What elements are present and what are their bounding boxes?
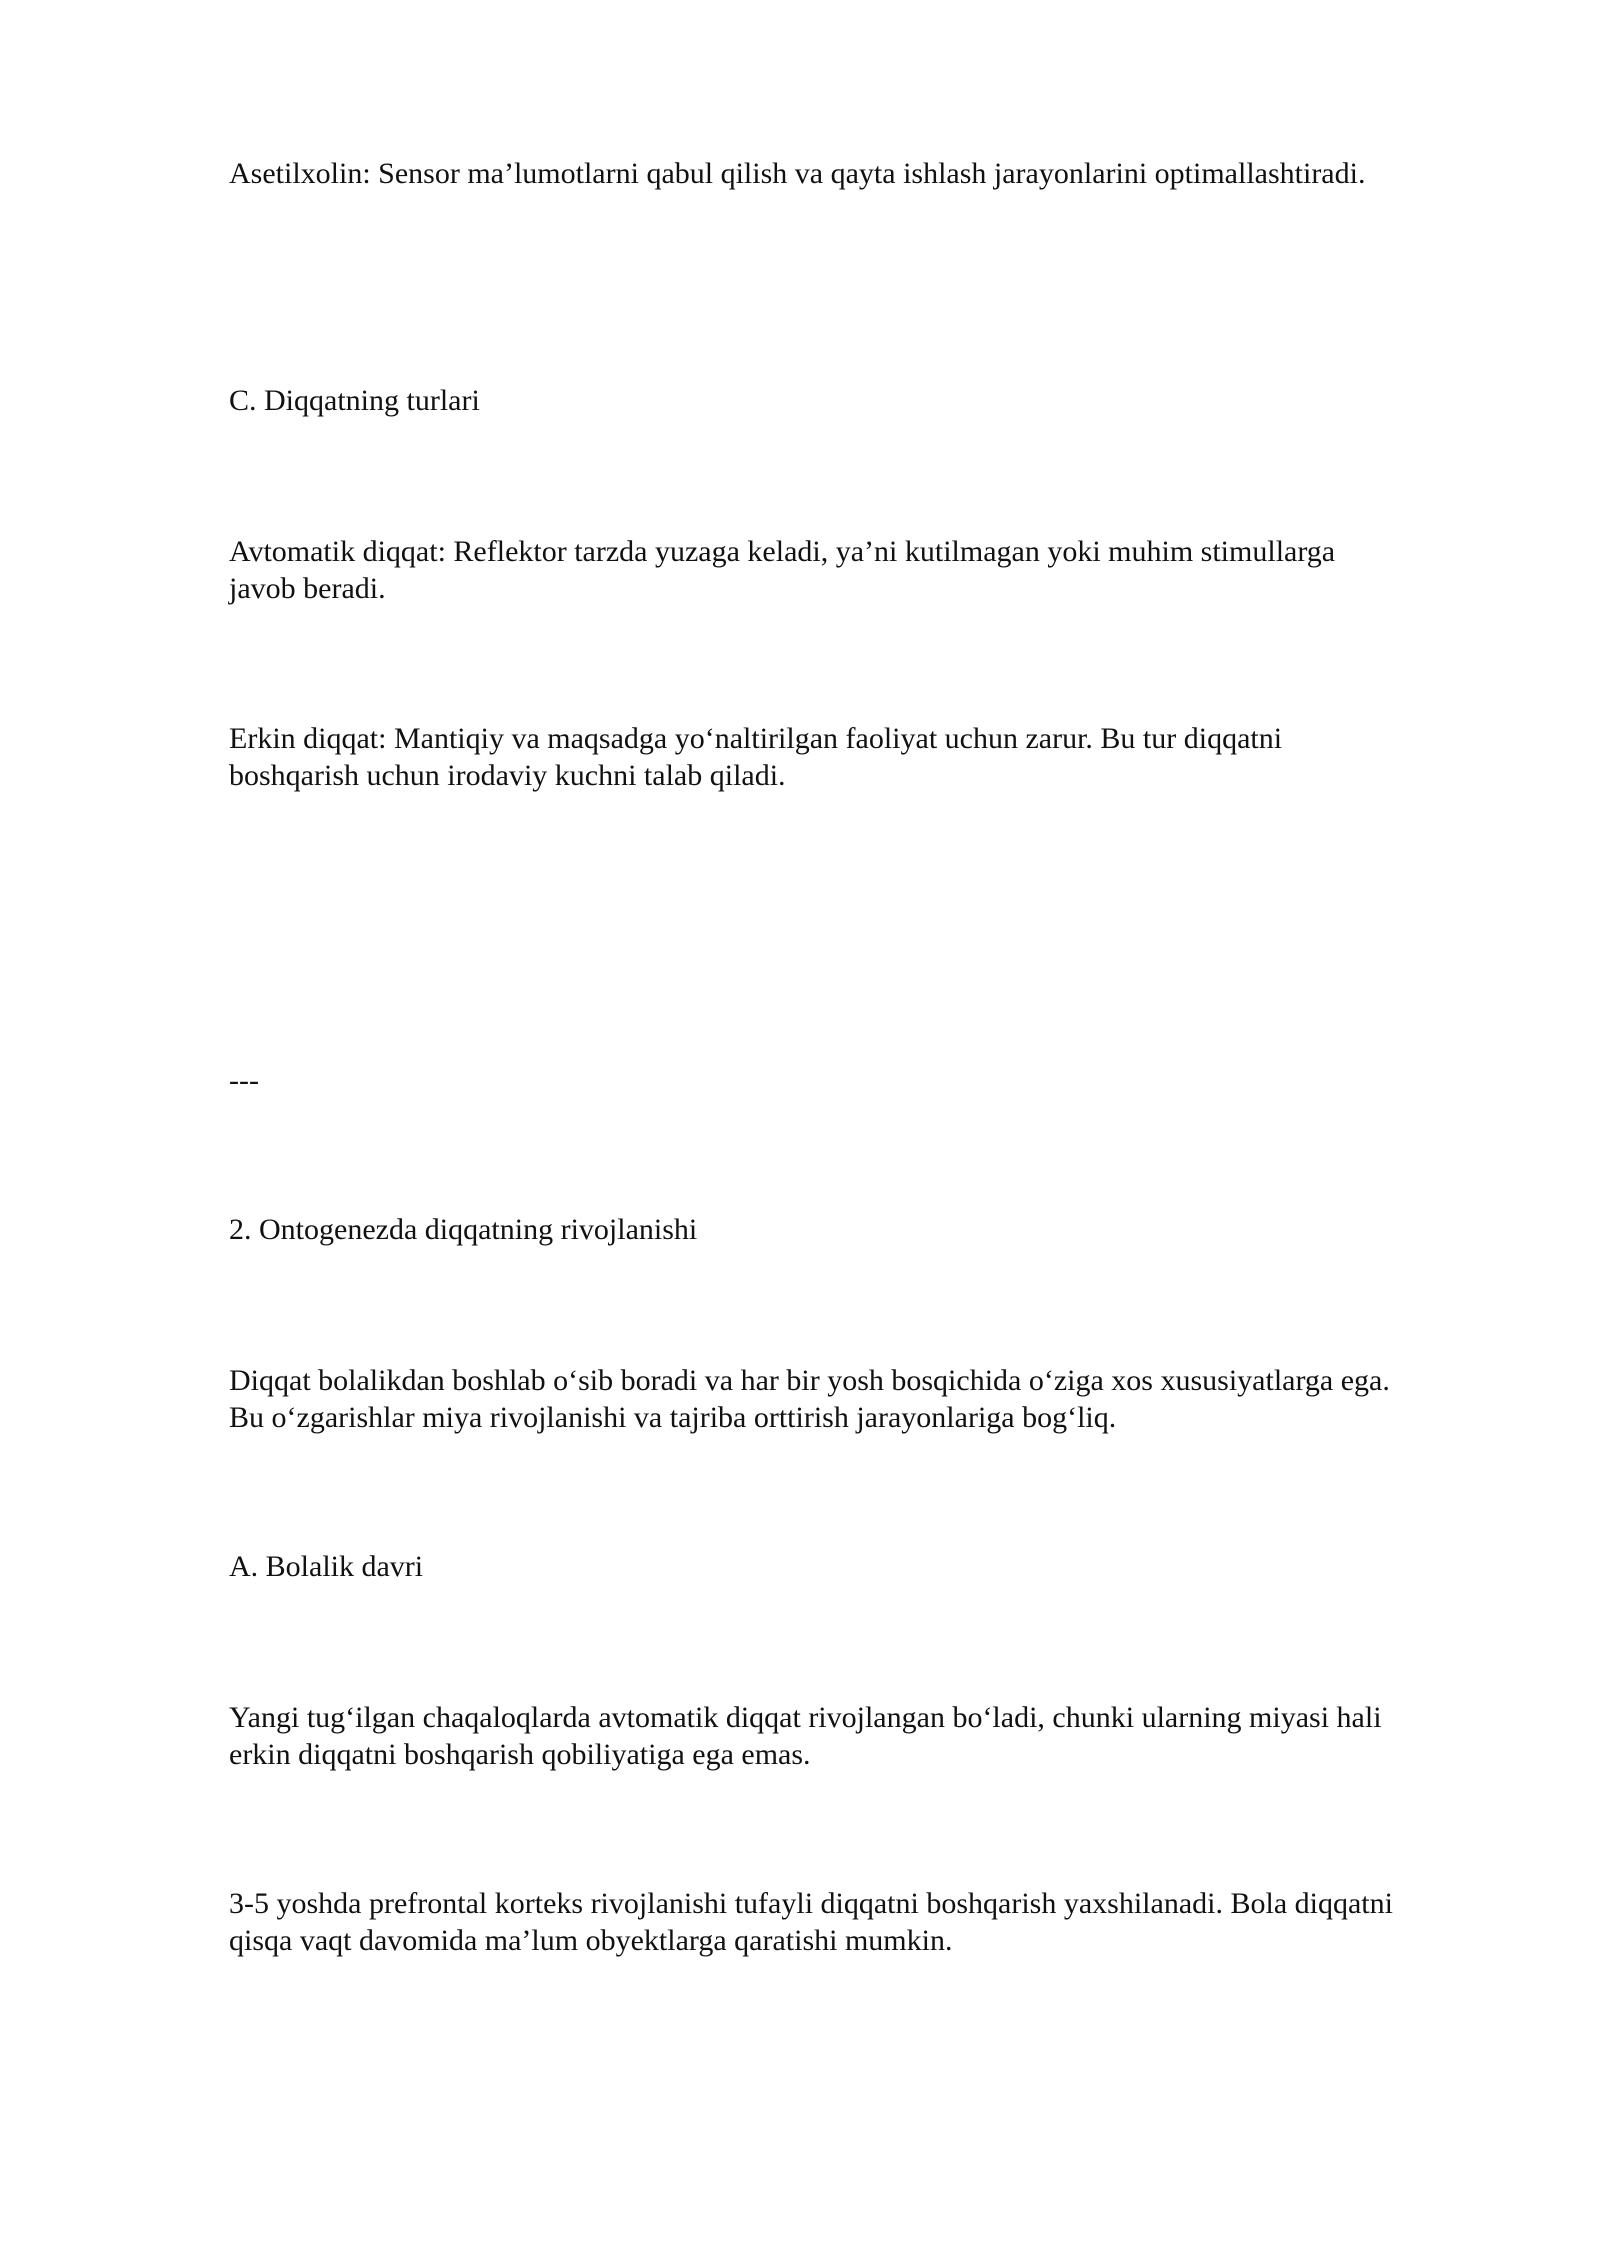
section-separator: --- — [229, 1064, 259, 1097]
paragraph-diqqat-bolalikdan-line-1: Diqqat bolalikdan boshlab o‘sib boradi va har bir yosh bosqichida o‘ziga xos xususiyatlarga ega. — [229, 1364, 1390, 1397]
paragraph-erkin-diqqat-line-2: boshqarish uchun irodaviy kuchni talab qiladi. — [229, 759, 786, 792]
paragraph-3-5-yoshda-line-2: qisqa vaqt davomida ma’lum obyektlarga qaratishi mumkin. — [229, 1924, 953, 1957]
paragraph-yangi-tugilgan-line-1: Yangi tug‘ilgan chaqaloqlarda avtomatik diqqat rivojlangan bo‘ladi, chunki ularning miyasi hali — [229, 1701, 1382, 1734]
paragraph-avtomatik-diqqat-line-1: Avtomatik diqqat: Reflektor tarzda yuzaga keladi, ya’ni kutilmagan yoki muhim stimullarga — [229, 535, 1336, 568]
subheading-bolalik-davri: A. Bolalik davri — [229, 1550, 424, 1583]
paragraph-erkin-diqqat-line-1: Erkin diqqat: Mantiqiy va maqsadga yo‘naltirilgan faoliyat uchun zarur. Bu tur diqqatni — [229, 722, 1283, 755]
paragraph-asetilxolin: Asetilxolin: Sensor ma’lumotlarni qabul qilish va qayta ishlash jarayonlarini optimallashtiradi. — [229, 157, 1366, 190]
paragraph-yangi-tugilgan-line-2: erkin diqqatni boshqarish qobiliyatiga ega emas. — [229, 1738, 811, 1771]
paragraph-diqqat-bolalikdan-line-2: Bu o‘zgarishlar miya rivojlanishi va tajriba orttirish jarayonlariga bog‘liq. — [229, 1401, 1117, 1434]
subheading-diqqatning-turlari: C. Diqqatning turlari — [229, 384, 480, 417]
paragraph-avtomatik-diqqat-line-2: javob beradi. — [229, 572, 386, 605]
paragraph-3-5-yoshda-line-1: 3-5 yoshda prefrontal korteks rivojlanishi tufayli diqqatni boshqarish yaxshilanadi. Bola diqqatni — [229, 1887, 1393, 1920]
heading-ontogenez: 2. Ontogenezda diqqatning rivojlanishi — [229, 1213, 698, 1246]
